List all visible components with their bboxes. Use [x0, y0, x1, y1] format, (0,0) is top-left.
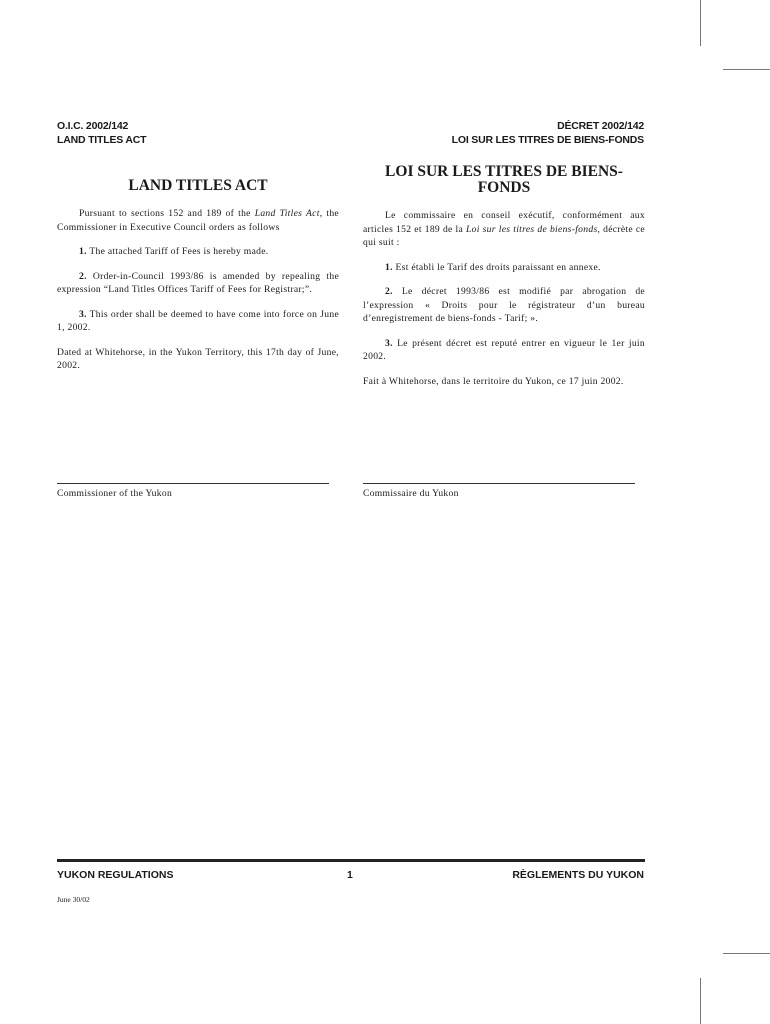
- english-signature-block: [57, 483, 329, 499]
- french-preamble-end: , décrète ce qui suit :: [363, 223, 645, 248]
- footer-date: June 30/02: [57, 895, 90, 904]
- header-act-name: LAND TITLES ACT: [57, 134, 147, 146]
- section-number: 2.: [79, 270, 87, 282]
- section-number: 1.: [79, 246, 87, 257]
- french-act-citation: Loi sur les titres de biens-fonds: [466, 223, 598, 235]
- section-text: Le présent décret est reputé entrer en vigueur le 1er juin 2002.: [363, 337, 645, 362]
- header-decret-number: DÉCRET 2002/142: [557, 120, 644, 132]
- section-text: Est établi le Tarif des droits paraissant en annexe.: [392, 261, 601, 273]
- crop-mark-bottom-horizontal: [723, 953, 770, 954]
- french-dated-line: Fait à Whitehorse, dans le territoire du Yukon, ce 17 juin 2002.: [363, 375, 624, 387]
- english-title: LAND TITLES ACT: [128, 177, 268, 194]
- section-number: 3.: [79, 308, 87, 320]
- header-right: [452, 119, 644, 147]
- footer-rule: [57, 859, 645, 862]
- english-preamble-text: Pursuant to sections 152 and 189 of the: [79, 208, 255, 219]
- french-preamble: [363, 209, 645, 250]
- french-section-3: [363, 337, 645, 364]
- section-text: This order shall be deemed to have come into force on June 1, 2002.: [57, 308, 339, 333]
- french-section-2: [363, 285, 645, 326]
- header-left: [57, 119, 146, 147]
- french-section-1: [363, 261, 645, 275]
- section-number: 3.: [385, 337, 393, 349]
- crop-mark-top-horizontal: [723, 69, 770, 70]
- header-oic-number: O.I.C. 2002/142: [57, 120, 129, 132]
- section-number: 2.: [385, 286, 393, 297]
- page-number: 1: [347, 869, 353, 881]
- english-section-1: [57, 245, 339, 259]
- english-preamble-end: , the Commissioner in Executive Council orders as follows: [57, 208, 339, 233]
- footer-left: YUKON REGULATIONS: [57, 869, 174, 881]
- section-text: Order-in-Council 1993/86 is amended by repealing the expression “Land Titles Offices Tariff of Fees for Registrar;”.: [57, 270, 339, 295]
- french-signatory: Commissaire du Yukon: [363, 488, 459, 499]
- english-signatory: Commissioner of the Yukon: [57, 488, 173, 499]
- english-column: [57, 164, 339, 373]
- section-number: 1.: [385, 261, 393, 273]
- english-act-citation: Land Titles Act: [254, 208, 320, 219]
- header-loi-name: LOI SUR LES TITRES DE BIENS-FONDS: [451, 134, 644, 146]
- english-dated-line: Dated at Whitehorse, in the Yukon Territory, this 17th day of June, 2002.: [57, 346, 339, 371]
- french-column: [363, 164, 645, 388]
- english-section-3: [57, 308, 339, 335]
- footer-right: RÈGLEMENTS DU YUKON: [512, 869, 644, 881]
- crop-mark-top-vertical: [700, 0, 701, 46]
- section-text: Le décret 1993/86 est modifié par abrogation de l’expression « Droits pour le régistrateur d’un bureau d’enregistrement de biens-fonds - Tarif; ».: [363, 286, 645, 324]
- crop-mark-bottom-vertical: [700, 978, 701, 1024]
- french-preamble-text: Le commissaire en conseil exécutif, conformément aux articles 152 et 189 de la: [363, 210, 645, 235]
- english-preamble: [57, 207, 339, 234]
- french-title: LOI SUR LES TITRES DE BIENS-FONDS: [385, 163, 623, 196]
- french-signature-block: [363, 483, 635, 499]
- section-text: The attached Tariff of Fees is hereby made.: [86, 246, 269, 257]
- english-section-2: [57, 270, 339, 297]
